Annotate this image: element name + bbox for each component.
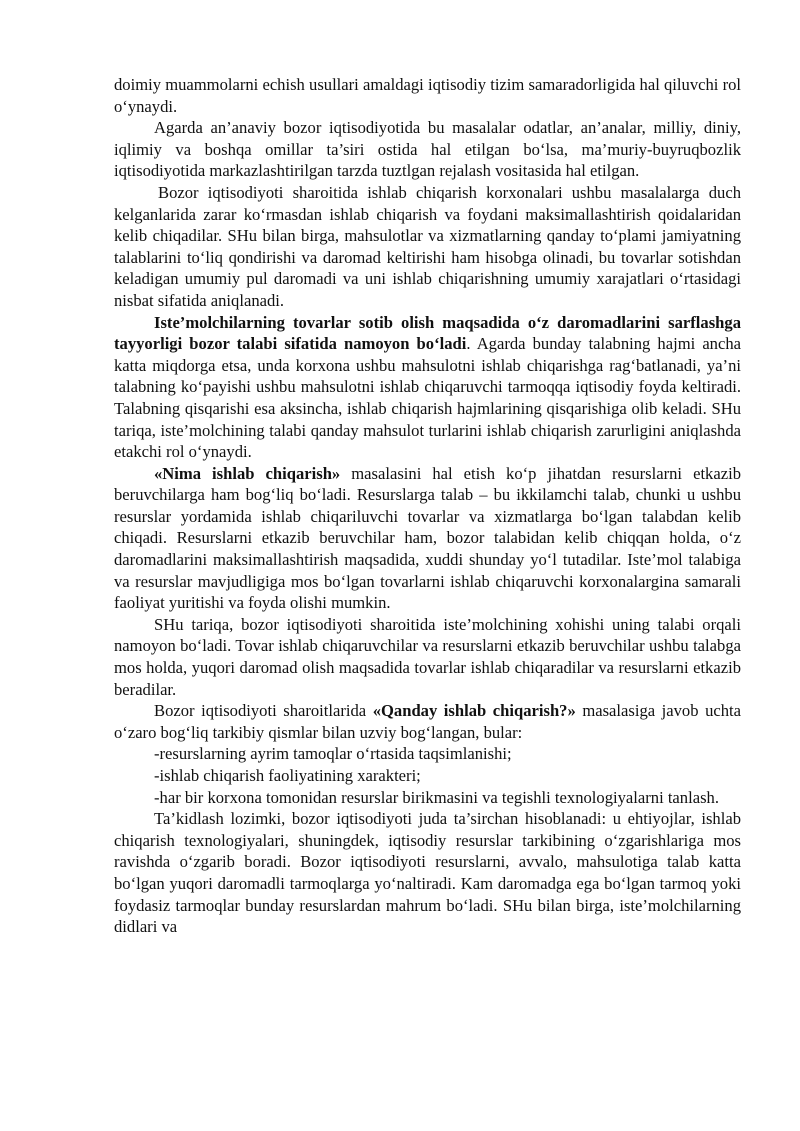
list-item-text: -ishlab chiqarish faoliyatining xarakteri;: [154, 766, 421, 785]
paragraph-text: masalasiga javob uchta o‘zaro bog‘liq tarkibiy qismlar bilan uzviy bog‘langan, bular:: [114, 701, 741, 742]
paragraph-market-economy: [114, 182, 741, 312]
paragraph-continuation: [114, 74, 741, 117]
list-item-text: -har bir korxona tomonidan resurslar birikmasini va tegishli texnologiyalarni tanlash.: [154, 787, 719, 807]
list-item: [114, 787, 741, 809]
paragraph-text-pre: Bozor iqtisodiyoti sharoitlarida: [154, 701, 373, 721]
paragraph-how-to-produce: [114, 700, 741, 743]
paragraph-what-to-produce: [114, 463, 741, 614]
paragraph-text: SHu tariqa, bozor iqtisodiyoti sharoitida iste’molchining xohishi uning talabi orqali namoyon bo‘ladi. Tovar ishlab chiqaruvchilar va resurslarni etkazib beruvchilar ushbu talabga mos holda, yuqori daromad olish maqsadida tovarlar ishlab chiqaradilar va resurslarni etkazib beradilar.: [114, 614, 741, 699]
paragraph-text: doimiy muammolarni echish usullari amaldagi iqtisodiy tizim samaradorligida hal qiluvchi rol o‘ynaydi.: [114, 75, 741, 116]
paragraph-text: masalasini hal etish ko‘p jihatdan resurslarni etkazib beruvchilarga ham bog‘liq bo‘ladi. Resurslarga talab – bu ikkilamchi talab, chunki u ushbu resurslar yordamida ishlab chiqariluvchi tovarlar va xizmatlarga bo‘lgan talabdan kelib chiqadi. Resurslarni etkazib beruvchilar ham, bozor talabidan kelib chiqqan holda, o‘z daromadlarini maksimallashtirish maqsadida, xuddi shunday yo‘l tutadilar. Iste’mol talabiga va resurslar mavjudligiga mos bo‘lgan tovarlarni ishlab chiqaruvchi korxonalargina samarali faoliyat yuritishi va foyda olishi mumkin.: [114, 463, 741, 613]
paragraph-consumer-will: [114, 614, 741, 700]
paragraph-bold-inline: «Qanday ishlab chiqarish?»: [372, 701, 576, 721]
paragraph-bold-lead: Iste’molchilarning tovarlar sotib olish maqsadida o‘z daromadlarini sarflashga tayyorligi bozor talabi sifatida namoyon bo‘ladi: [114, 312, 741, 354]
paragraph-traditional-economy: [114, 117, 741, 182]
list-item: [114, 743, 741, 765]
list-item-text: -resurslarning ayrim tamoqlar o‘rtasida taqsimlanishi;: [154, 744, 512, 764]
list-item: [114, 765, 741, 787]
paragraph-text: Bozor iqtisodiyoti sharoitida ishlab chiqarish korxonalari ushbu masalalarga duch kelganlarida zarar ko‘rmasdan ishlab chiqarish va foydani maksimallashtirish qoidalaridan kelib chiqadilar. SHu bilan birga, mahsulotlar va xizmatlarning qanday to‘plami jamiyatning talablarini to‘liq qondirishi va daromad keltirishi ham hisobga olinadi, bu tovarlar sotishdan keladigan umumiy pul daromadi va uni ishlab chiqarishning umumiy xarajatlari o‘rtasidagi nisbat sifatida aniqlanadi.: [114, 182, 741, 310]
paragraph-consumer-demand: [114, 312, 741, 463]
document-page: [114, 74, 741, 938]
paragraph-text: Ta’kidlash lozimki, bozor iqtisodiyoti juda ta’sirchan hisoblanadi: u ehtiyojlar, ishlab chiqarish texnologiyalari, shuningdek, iqtisodiy resurslar tarkibining o‘zgarishlariga mos ravishda o‘zgarib boradi. Bozor iqtisodiyoti resurslarni, avvalo, mahsulotiga talab katta bo‘lgan yuqori daromadli tarmoqlarga yo‘naltiradi. Kam daromadga ega bo‘lgan tarmoq yoki foydasiz tarmoqlar bunday resurslardan mahrum bo‘ladi. SHu bilan birga, iste’molchilarning didlari va: [114, 809, 741, 937]
paragraph-text: Agarda an’anaviy bozor iqtisodiyotida bu masalalar odatlar, an’analar, milliy, diniy, iqlimiy va boshqa omillar ta’siri ostida hal etilgan bo‘lsa, ma’muriy-buyruqbozlik iqtisodiyotida markazlashtirilgan tarzda tuztlgan rejalash vositasida hal etilgan.: [114, 118, 741, 181]
paragraph-text: . Agarda bunday talabning hajmi ancha katta miqdorga etsa, unda korxona ushbu mahsulotni ishlab chiqarishga rag‘batlanadi, ya’ni talabning ko‘payishi ushbu mahsulotni ishlab chiqaruvchi tarmoqqa iqtisodiy foyda keltiradi. Talabning qisqarishi esa aksincha, ishlab chiqarish hajmlarining qisqarishiga olib keladi. SHu tariqa, iste’molchining talabi qanday mahsulot turlarini ishlab chiqarish zarurligini aniqlashda etakchi rol o‘ynaydi.: [114, 334, 742, 462]
paragraph-bold-lead: «Nima ishlab chiqarish»: [154, 463, 341, 483]
paragraph-market-flexibility: [114, 808, 741, 938]
